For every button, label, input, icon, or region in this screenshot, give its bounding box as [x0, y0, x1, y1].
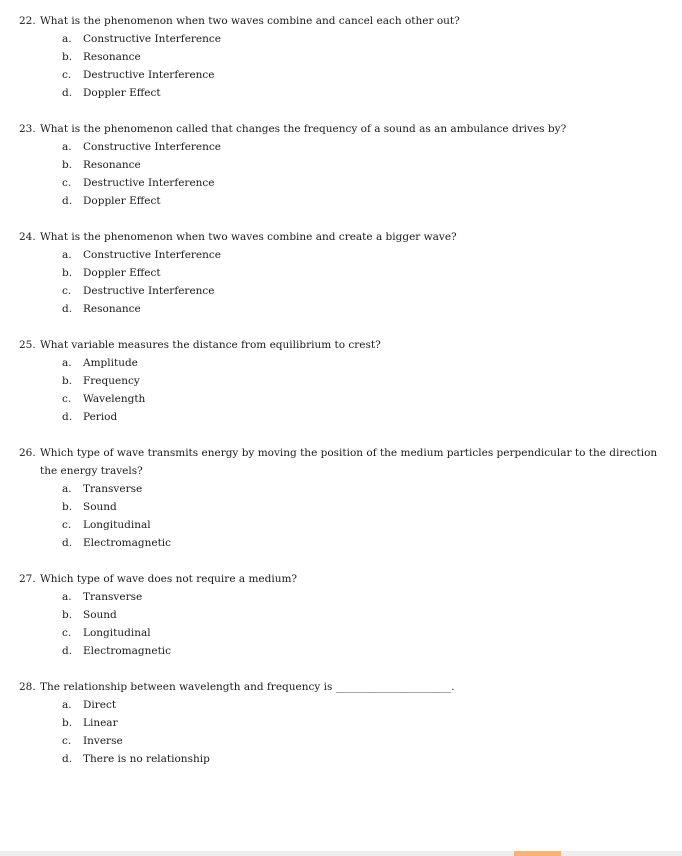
answer-option	[0, 588, 682, 606]
question-text: The relationship between wavelength and frequency is ______________________.	[40, 681, 455, 693]
question-24	[0, 228, 682, 318]
bottom-scroll-thumb[interactable]	[514, 851, 561, 856]
question-prompt	[0, 444, 682, 480]
option-letter: b.	[62, 159, 73, 171]
option-text: Doppler Effect	[83, 87, 161, 99]
answer-option	[0, 498, 682, 516]
question-prompt	[0, 12, 682, 30]
question-prompt	[0, 336, 682, 354]
answer-option	[0, 480, 682, 498]
answer-option	[0, 642, 682, 660]
answer-option	[0, 156, 682, 174]
quiz-document	[0, 12, 682, 786]
option-letter: b.	[62, 375, 73, 387]
answer-option	[0, 390, 682, 408]
option-letter: a.	[62, 699, 72, 711]
option-letter: a.	[62, 357, 72, 369]
answer-option	[0, 282, 682, 300]
answer-option	[0, 606, 682, 624]
question-prompt	[0, 120, 682, 138]
question-prompt	[0, 570, 682, 588]
option-letter: a.	[62, 33, 72, 45]
option-text: There is no relationship	[83, 753, 210, 765]
answer-option	[0, 192, 682, 210]
option-letter: a.	[62, 483, 72, 495]
question-prompt	[0, 228, 682, 246]
option-text: Destructive Interference	[83, 285, 215, 297]
question-number: 26.	[19, 447, 36, 459]
question-number: 27.	[19, 573, 36, 585]
option-text: Electromagnetic	[83, 645, 172, 657]
option-letter: d.	[62, 87, 73, 99]
option-letter: d.	[62, 303, 73, 315]
option-letter: c.	[62, 627, 72, 639]
option-letter: b.	[62, 717, 73, 729]
question-text: Which type of wave does not require a medium?	[40, 573, 298, 585]
option-text: Resonance	[83, 51, 141, 63]
option-letter: d.	[62, 411, 73, 423]
option-text: Sound	[83, 501, 117, 513]
option-text: Sound	[83, 609, 117, 621]
option-text: Transverse	[83, 483, 143, 495]
question-text: What is the phenomenon when two waves combine and cancel each other out?	[40, 15, 460, 27]
option-text: Longitudinal	[83, 519, 151, 531]
answer-option	[0, 408, 682, 426]
question-23	[0, 120, 682, 210]
option-letter: a.	[62, 591, 72, 603]
answer-option	[0, 138, 682, 156]
option-text: Resonance	[83, 159, 141, 171]
answer-option	[0, 624, 682, 642]
option-letter: a.	[62, 249, 72, 261]
option-letter: b.	[62, 51, 73, 63]
answer-option	[0, 84, 682, 102]
option-text: Constructive Interference	[83, 33, 222, 45]
option-letter: c.	[62, 285, 72, 297]
answer-option	[0, 372, 682, 390]
option-letter: d.	[62, 753, 73, 765]
option-letter: d.	[62, 537, 73, 549]
answer-option	[0, 354, 682, 372]
answer-option	[0, 732, 682, 750]
option-letter: b.	[62, 267, 73, 279]
option-letter: c.	[62, 393, 72, 405]
option-text: Amplitude	[83, 357, 138, 369]
question-number: 25.	[19, 339, 36, 351]
option-text: Electromagnetic	[83, 537, 172, 549]
question-text: What variable measures the distance from equilibrium to crest?	[40, 339, 381, 351]
option-letter: b.	[62, 501, 73, 513]
option-text: Destructive Interference	[83, 69, 215, 81]
answer-option	[0, 246, 682, 264]
answer-option	[0, 696, 682, 714]
option-text: Direct	[83, 699, 117, 711]
option-text: Longitudinal	[83, 627, 151, 639]
question-text: What is the phenomenon called that changes the frequency of a sound as an ambulance drives by?	[40, 123, 567, 135]
option-text: Wavelength	[83, 393, 146, 405]
option-letter: c.	[62, 177, 72, 189]
option-text: Frequency	[83, 375, 140, 387]
option-letter: c.	[62, 519, 72, 531]
option-letter: d.	[62, 645, 73, 657]
question-22	[0, 12, 682, 102]
option-text: Destructive Interference	[83, 177, 215, 189]
question-number: 24.	[19, 231, 36, 243]
option-text: Doppler Effect	[83, 267, 161, 279]
option-text: Period	[83, 411, 118, 423]
question-number: 22.	[19, 15, 36, 27]
answer-option	[0, 264, 682, 282]
option-letter: c.	[62, 735, 72, 747]
question-text: What is the phenomenon when two waves combine and create a bigger wave?	[40, 231, 457, 243]
option-letter: c.	[62, 69, 72, 81]
option-text: Transverse	[83, 591, 143, 603]
question-number: 23.	[19, 123, 36, 135]
question-text: Which type of wave transmits energy by moving the position of the medium particles perpendicular to the direction the energy travels?	[40, 447, 658, 477]
option-text: Constructive Interference	[83, 141, 222, 153]
option-letter: a.	[62, 141, 72, 153]
option-text: Doppler Effect	[83, 195, 161, 207]
answer-option	[0, 174, 682, 192]
option-text: Inverse	[83, 735, 123, 747]
option-text: Resonance	[83, 303, 141, 315]
answer-option	[0, 534, 682, 552]
bottom-scroll-track[interactable]	[0, 851, 682, 856]
answer-option	[0, 48, 682, 66]
option-text: Constructive Interference	[83, 249, 222, 261]
question-26	[0, 444, 682, 552]
answer-option	[0, 300, 682, 318]
answer-option	[0, 750, 682, 768]
answer-option	[0, 66, 682, 84]
question-25	[0, 336, 682, 426]
answer-option	[0, 516, 682, 534]
question-number: 28.	[19, 681, 36, 693]
option-letter: b.	[62, 609, 73, 621]
option-letter: d.	[62, 195, 73, 207]
question-prompt	[0, 678, 682, 696]
answer-option	[0, 30, 682, 48]
option-text: Linear	[83, 717, 118, 729]
answer-option	[0, 714, 682, 732]
question-27	[0, 570, 682, 660]
question-28	[0, 678, 682, 768]
